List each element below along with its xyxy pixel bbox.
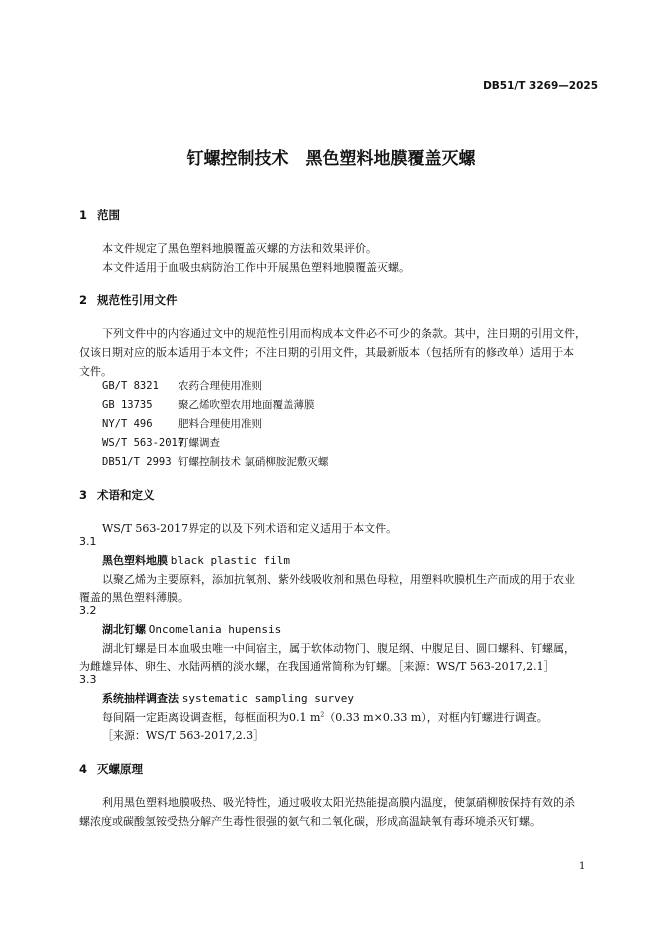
reference-title: 钉螺控制技术 氯硝柳胺泥敷灭螺 [178, 456, 329, 468]
paragraph-line: 文件。 [79, 365, 112, 378]
term-english: black plastic film [170, 554, 290, 567]
term-english: systematic sampling survey [181, 692, 354, 705]
paragraph-line: 螺浓度或碳酸氢铵受热分解产生毒性很强的氨气和二氧化碳，形成高温缺氧有毒环境杀灭钉螺。 [79, 815, 541, 828]
term-name: 湖北钉螺 [102, 623, 146, 636]
paragraph: 本文件适用于血吸虫病防治工作中开展黑色塑料地膜覆盖灭螺。 [102, 261, 410, 274]
term-name: 系统抽样调查法 [102, 692, 179, 705]
term-heading [102, 690, 354, 706]
reference-code: DB51/T 2993 [102, 456, 172, 468]
reference-title: 农药合理使用准则 [178, 380, 262, 392]
reference-item [102, 416, 262, 431]
section-title: 灭螺原理 [97, 762, 143, 776]
definition-line [102, 709, 548, 725]
definition-text: 每间隔一定距离设调查框，每框面积为0.1 m [102, 711, 321, 724]
paragraph-line: 利用黑色塑料地膜吸热、吸光特性，通过吸收太阳光热能提高膜内温度，使氯硝柳胺保持有效的杀 [102, 796, 575, 809]
reference-title: 肥料合理使用准则 [178, 418, 262, 430]
term-number: 3.1 [79, 535, 97, 548]
section-number: 1 [79, 208, 88, 222]
term-heading [102, 552, 290, 568]
section-2-heading [79, 292, 178, 308]
term-number: 3.3 [79, 673, 97, 686]
reference-code: NY/T 496 [102, 418, 153, 430]
paragraph-line: 下列文件中的内容通过文中的规范性引用而构成本文件必不可少的条款。其中，注日期的引用文件， [102, 327, 586, 340]
section-title: 规范性引用文件 [97, 293, 178, 307]
section-number: 4 [79, 762, 88, 776]
standard-code: DB51/T 3269—2025 [483, 80, 598, 92]
section-1-heading [79, 207, 120, 223]
document-title: 钉螺控制技术 黑色塑料地膜覆盖灭螺 [186, 149, 476, 169]
term-name: 黑色塑料地膜 [102, 554, 168, 567]
reference-code: WS/T 563-2017 [102, 437, 185, 449]
superscript: 2 [320, 711, 325, 719]
section-3-heading [79, 487, 155, 503]
reference-item [102, 435, 220, 450]
paragraph: 本文件规定了黑色塑料地膜覆盖灭螺的方法和效果评价。 [102, 242, 377, 255]
paragraph: WS/T 563-2017界定的以及下列术语和定义适用于本文件。 [102, 522, 398, 535]
definition-line: 湖北钉螺是日本血吸虫唯一中间宿主，属于软体动物门、腹足纲、中腹足目、圆口螺科、钉螺属， [102, 642, 575, 655]
reference-title: 钉螺调查 [178, 437, 220, 449]
definition-line: 覆盖的黑色塑料薄膜。 [79, 591, 189, 604]
reference-item [102, 454, 328, 469]
reference-code: GB/T 8321 [102, 380, 159, 392]
term-number: 3.2 [79, 604, 97, 617]
definition-line: 为雌雄异体、卵生、水陆两栖的淡水螺，在我国通常简称为钉螺。［来源：WS/T 563-2017,2.1］ [79, 660, 555, 673]
section-number: 3 [79, 488, 88, 502]
term-heading [102, 621, 281, 637]
reference-item [102, 397, 315, 412]
definition-text: （0.33 m×0.33 m），对框内钉螺进行调查。 [324, 711, 548, 724]
paragraph-line: 仅该日期对应的版本适用于本文件；不注日期的引用文件，其最新版本（包括所有的修改单）适用于本 [79, 346, 574, 359]
definition-line: 以聚乙烯为主要原料，添加抗氧剂、紫外线吸收剂和黑色母粒，用塑料吹膜机生产而成的用于农业 [102, 573, 575, 586]
source-note: ［来源：WS/T 563-2017,2.3］ [102, 729, 265, 742]
section-4-heading [79, 761, 143, 777]
reference-item [102, 378, 262, 393]
page-number: 1 [579, 861, 586, 872]
section-title: 范围 [97, 208, 120, 222]
reference-code: GB 13735 [102, 399, 153, 411]
section-title: 术语和定义 [97, 488, 155, 502]
term-english: Oncomelania hupensis [148, 623, 282, 636]
reference-title: 聚乙烯吹塑农用地面覆盖薄膜 [178, 399, 315, 411]
section-number: 2 [79, 293, 88, 307]
